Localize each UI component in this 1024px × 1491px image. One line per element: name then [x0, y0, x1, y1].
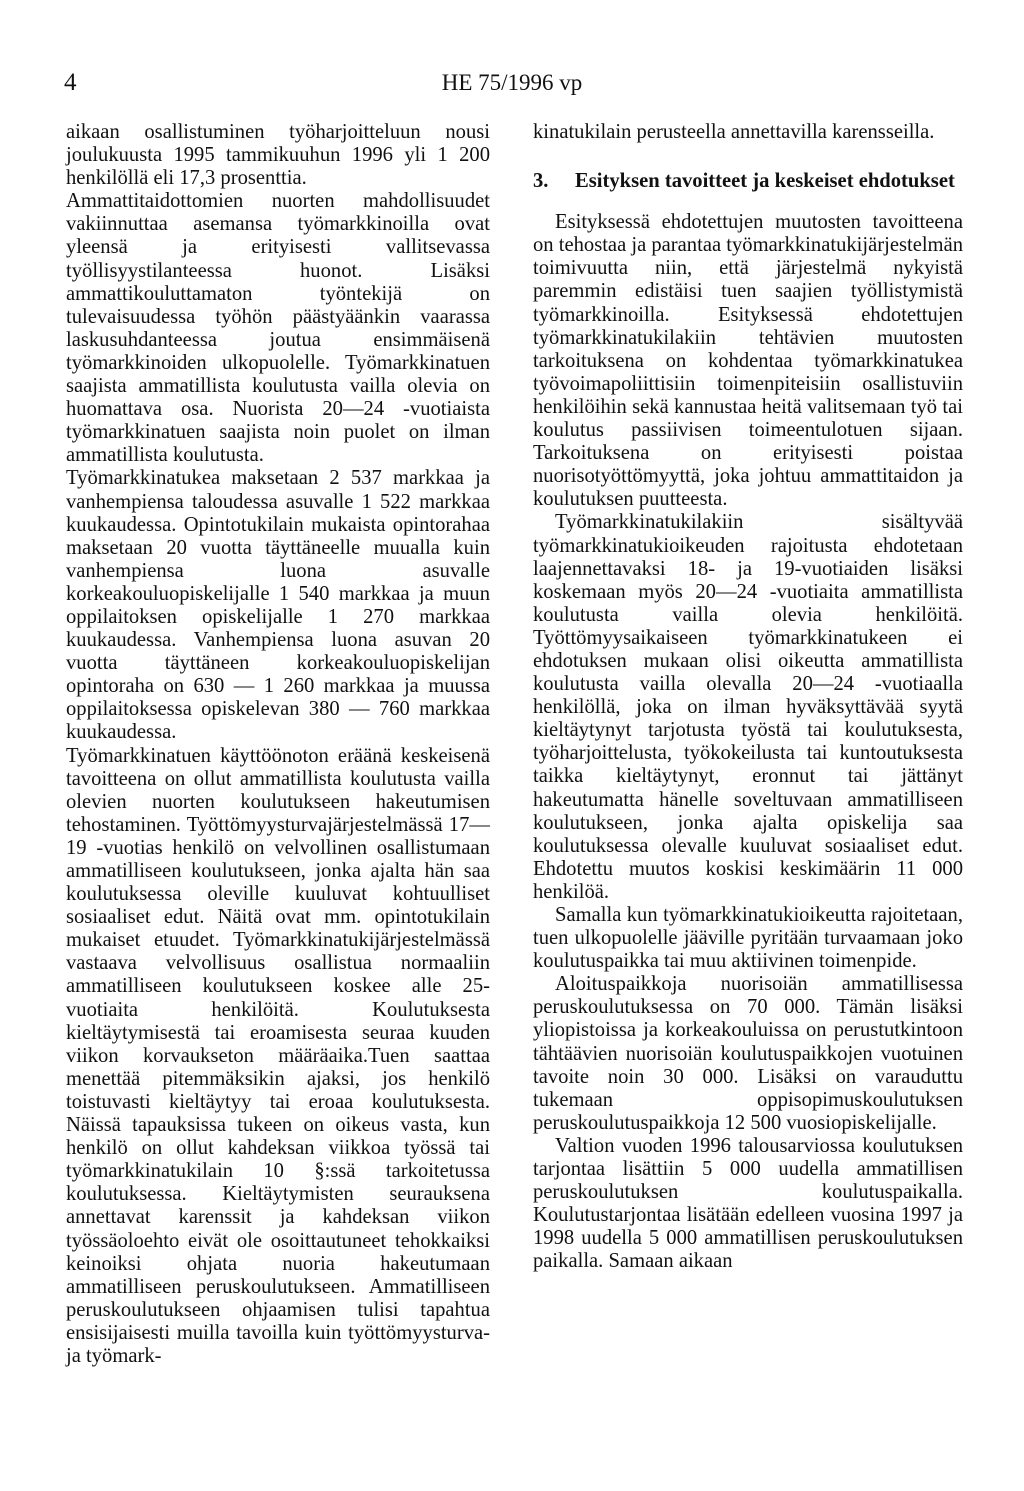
paragraph: aikaan osallistuminen työharjoitteluun nousi joulukuusta 1995 tammikuuhun 1996 yli 1 200 henkilöllä eli 17,3 prosenttia. [66, 121, 490, 190]
paragraph: Työmarkkinatukea maksetaan 2 537 markkaa ja vanhempiensa taloudessa asuvalle 1 522 markkaa kuukaudessa. Opintotukilain mukaista opintorahaa maksetaan 20 vuotta täyttäneelle muualla kuin vanhempiensa luona asuvalle korkeakouluopiskelijalle 1 540 markkaa ja muun oppilaitoksen opiskelijalle 1 270 markkaa kuukaudessa. Vanhempiensa luona asuvan 20 vuotta täyttäneen korkeakouluopiskelijan opintoraha on 630 — 1 260 markkaa ja muussa oppilaitoksessa opiskelevan 380 — 760 markkaa kuukaudessa. [66, 467, 490, 744]
paragraph-continuation: kinatukilain perusteella annettavilla karensseilla. [533, 121, 935, 143]
section-title: Esityksen tavoitteet ja keskeiset ehdotukset [575, 170, 955, 193]
left-column [66, 121, 490, 1368]
running-head: HE 75/1996 vp [441, 70, 583, 95]
section-number: 3. [533, 170, 549, 193]
section-heading [533, 170, 963, 193]
paragraph: Työmarkkinatukilakiin sisältyvää työmarkkinatukioikeuden rajoitusta ehdotetaan laajennettavaksi 18- ja 19-vuotiaiden lisäksi koskemaan myös 20—24 -vuotiaita ammatillista koulutusta vailla olevia henkilöitä. Työttömyysaikaiseen työmarkkinatukeen ei ehdotuksen mukaan olisi oikeutta ammatillista koulutusta vailla olevalla 20—24 -vuotiaalla henkilöllä, joka on ilman hyväksyttävää syytä kieltäytynyt tarjotusta työstä tai koulutuksesta, työharjoittelusta, työkokeilusta tai kuntoutuksesta taikka kieltäytynyt, eronnut tai jättänyt hakeutumatta hänelle soveltuvaan ammatilliseen koulutukseen, jonka ajalta opiskelija saa koulutuksessa olevalle kuuluvat sosiaaliset edut. Ehdotettu muutos koskisi keskimäärin 11 000 henkilöä. [533, 511, 963, 903]
paragraph: Ammattitaidottomien nuorten mahdollisuudet vakiinnuttaa asemansa työmarkkinoilla ovat yleensä ja erityisesti vallitsevassa työllisyystilanteessa huonot. Lisäksi ammattikouluttamaton työntekijä on tulevaisuudessa työhön päästyäänkin vaarassa laskusuhdanteessa joutua ensimmäisenä työmarkkinoiden ulkopuolelle. Työmarkkinatuen saajista ammatillista koulutusta vailla olevia on huomattava osa. Nuorista 20—24 -vuotiaista työmarkkinatuen saajista noin puolet on ilman ammatillista koulutusta. [66, 190, 490, 467]
paragraph: Aloituspaikkoja nuorisoiän ammatillisessa peruskoulutuksessa on 70 000. Tämän lisäksi yliopistoissa ja korkeakouluissa on perustutkintoon tähtäävien nuorisoiän koulutuspaikkojen vuotuinen tavoite noin 30 000. Lisäksi on varauduttu tukemaan oppisopimuskoulutuksen peruskoulutuspaikkoja 12 500 vuosiopiskelijalle. [533, 973, 963, 1134]
page-number: 4 [64, 69, 77, 96]
paragraph: Samalla kun työmarkkinatukioikeutta rajoitetaan, tuen ulkopuolelle jääville pyritään turvaamaan joko koulutuspaikka tai muu aktiivinen toimenpide. [533, 904, 963, 973]
right-column [533, 121, 963, 1274]
paragraph: Valtion vuoden 1996 talousarviossa koulutuksen tarjontaa lisättiin 5 000 uudella ammatillisen peruskoulutuksen koulutuspaikalla. Koulutustarjontaa lisätään edelleen vuosina 1997 ja 1998 uudella 5 000 ammatillisen peruskoulutuksen paikalla. Samaan aikaan [533, 1134, 963, 1273]
paragraph: Työmarkkinatuen käyttöönoton eräänä keskeisenä tavoitteena on ollut ammatillista koulutusta vailla olevien nuorten koulutukseen hakeutumisen tehostaminen. Työttömyysturvajärjestelmässä 17—19 -vuotias henkilö on velvollinen osallistumaan ammatilliseen koulutukseen, jonka ajalta hän saa koulutuksessa oleville kuuluvat kohtuulliset sosiaaliset edut. Näitä ovat mm. opintotukilain mukaiset etuudet. Työmarkkinatukijärjestelmässä vastaava velvollisuus osallistua normaaliin ammatilliseen koulutukseen koskee alle 25-vuotiaita henkilöitä. Koulutuksesta kieltäytymisestä tai eroamisesta seuraa kuuden viikon korvaukseton määräaika.Tuen saattaa menettää pitemmäksikin ajaksi, jos henkilö toistuvasti kieltäytyy tai eroaa koulutuksesta. Näissä tapauksissa tukeen on oikeus vasta, kun henkilö on ollut kahdeksan viikkoa työssä tai työmarkkinatukilain 10 §:ssä tarkoitetussa koulutuksessa. Kieltäytymisten seurauksena annettavat karenssit ja kahdeksan viikon työssäoloehto eivät ole osoittautuneet tehokkaiksi keinoiksi ohjata nuoria hakeutumaan ammatilliseen peruskoulutukseen. Ammatilliseen peruskoulutukseen ohjaamisen tulisi tapahtua ensisijaisesti muilla tavoilla kuin työttömyysturva- ja työmark- [66, 744, 490, 1367]
paragraph: Esityksessä ehdotettujen muutosten tavoitteena on tehostaa ja parantaa työmarkkinatukijärjestelmän toimivuutta niin, että järjestelmä nykyistä paremmin edistäisi tuen saajien työllistymistä työmarkkinoilla. Esityksessä ehdotettujen työmarkkinatukilakiin tehtävien muutosten tarkoituksena on kohdentaa työmarkkinatukea työvoimapoliittisiin toimenpiteisiin osallistuviin henkilöihin sekä kannustaa heitä valitsemaan työ tai koulutus passiivisen toimeentulotuen sijaan. Tarkoituksena on erityisesti poistaa nuorisotyöttömyyttä, joka johtuu ammattitaidon ja koulutuksen puutteesta. [533, 211, 964, 511]
